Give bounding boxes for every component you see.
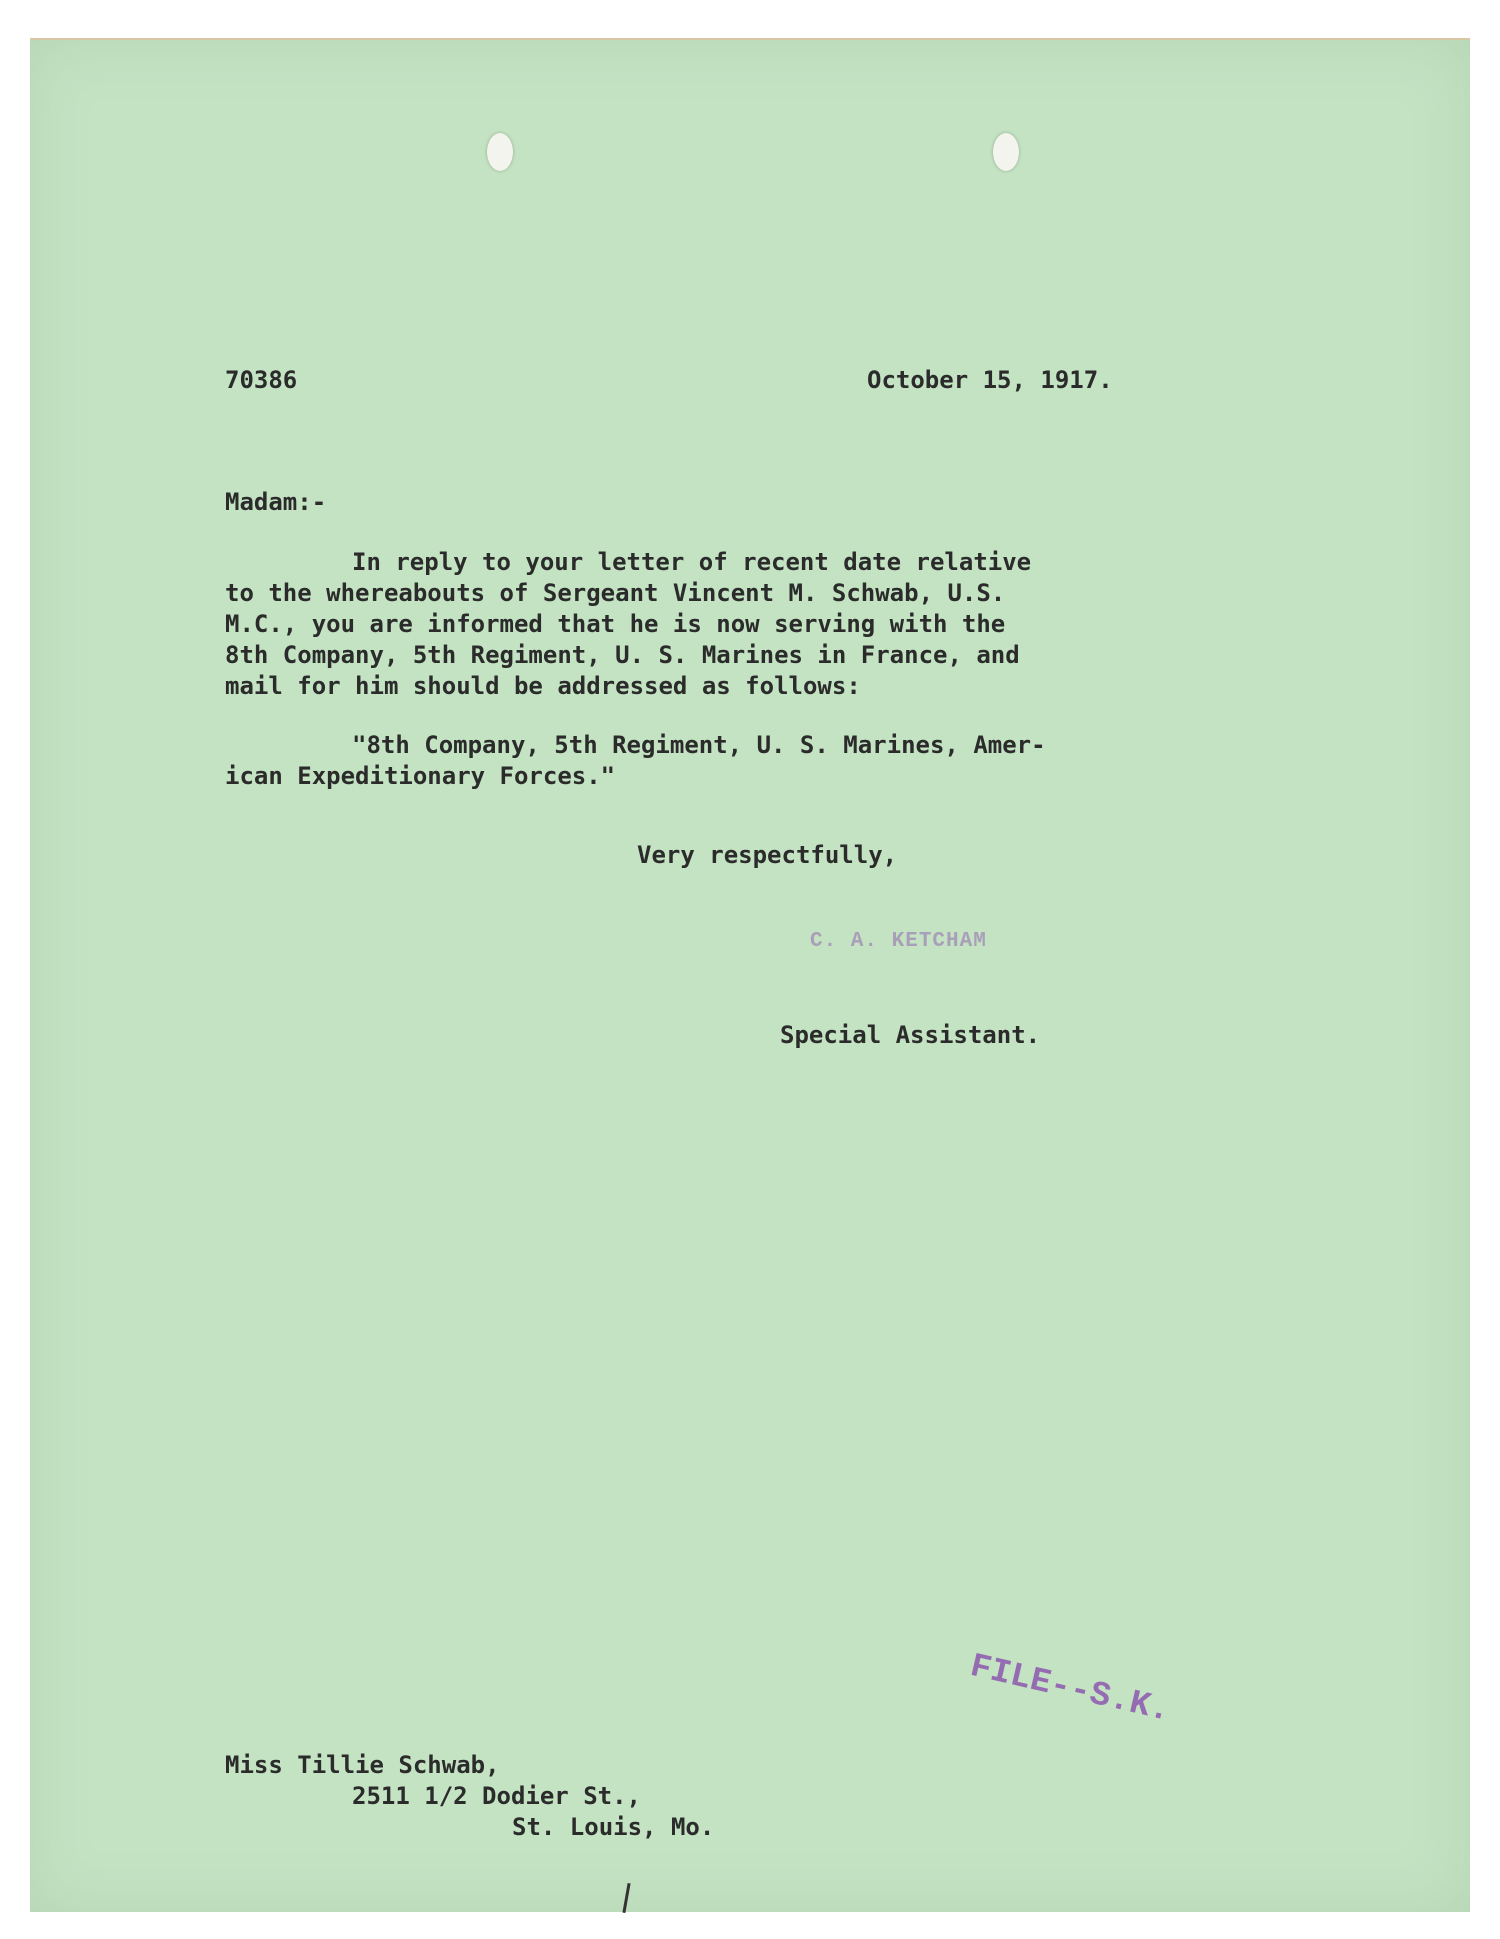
salutation: Madam:- (225, 488, 327, 516)
closing: Very respectfully, (637, 841, 898, 869)
address-quote-line: "8th Company, 5th Regiment, U. S. Marines, Amer- (352, 731, 1046, 759)
body-line: In reply to your letter of recent date relative (352, 548, 1032, 576)
body-line: mail for him should be addressed as follows: (225, 672, 861, 700)
body-line: to the whereabouts of Sergeant Vincent M. Schwab, U.S. (225, 579, 1006, 607)
signature-stamp: C. A. KETCHAM (810, 930, 987, 953)
file-stamp: FILE--S.K. (966, 1648, 1174, 1731)
punch-hole-right (993, 133, 1019, 171)
letter-date: October 15, 1917. (867, 366, 1113, 394)
recipient-name: Miss Tillie Schwab, (225, 1751, 500, 1779)
address-quote-line: ican Expeditionary Forces." (225, 762, 616, 790)
recipient-city: St. Louis, Mo. (512, 1813, 715, 1841)
signer-title: Special Assistant. (780, 1021, 1041, 1049)
letter-sheet (30, 38, 1470, 1912)
file-number: 70386 (225, 366, 298, 394)
punch-hole-left (487, 133, 513, 171)
pencil-mark (622, 1883, 630, 1913)
body-line: 8th Company, 5th Regiment, U. S. Marines in France, and (225, 641, 1020, 669)
recipient-street: 2511 1/2 Dodier St., (352, 1782, 641, 1810)
body-line: M.C., you are informed that he is now serving with the (225, 610, 1006, 638)
